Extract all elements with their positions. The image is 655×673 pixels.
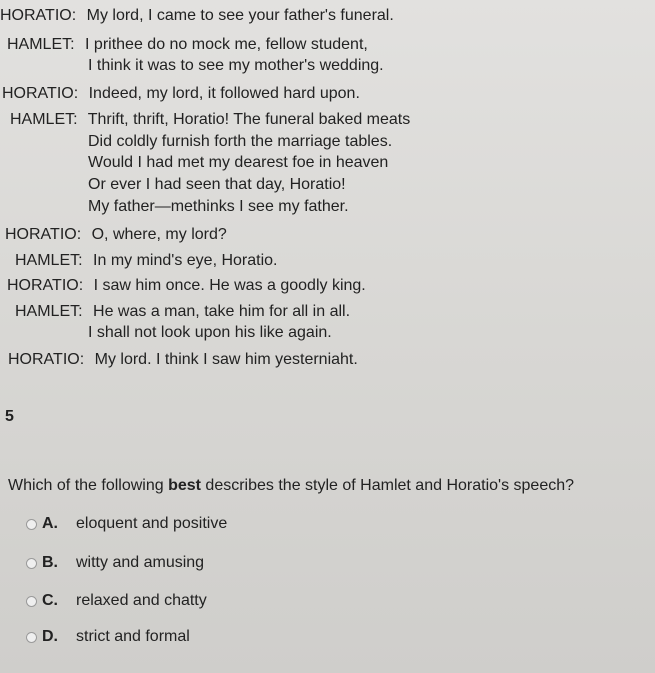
answer-option-b[interactable] — [26, 552, 204, 574]
line-text: Indeed, my lord, it followed hard upon. — [88, 85, 360, 102]
line-text: Thrift, thrift, Horatio! The funeral baked meats — [87, 111, 411, 128]
speaker-label: HORATIO: — [0, 7, 77, 24]
option-letter: C. — [42, 592, 58, 609]
question-emphasis: best — [168, 477, 201, 494]
option-letter: D. — [42, 628, 58, 645]
radio-button[interactable] — [26, 558, 37, 569]
answer-option-a[interactable] — [26, 513, 227, 535]
passage-line — [10, 110, 410, 130]
line-text: My father—methinks I see my father. — [88, 198, 349, 215]
option-letter: B. — [42, 554, 58, 571]
line-text: I prithee do no mock me, fellow student, — [85, 36, 368, 53]
line-text: I saw him once. He was a goodly king. — [93, 277, 366, 294]
passage-line — [88, 153, 388, 173]
line-text: My lord. I think I saw him yesterniaht. — [94, 351, 358, 368]
question-text — [8, 477, 574, 495]
option-text: relaxed and chatty — [76, 592, 207, 609]
speaker-label: HORATIO: — [5, 226, 82, 243]
passage-line — [0, 6, 394, 26]
question-number: 5 — [5, 408, 14, 425]
radio-button[interactable] — [26, 632, 37, 643]
speaker-label: HAMLET: — [10, 111, 78, 128]
question-text-start: Which of the following — [8, 477, 169, 494]
line-text: My lord, I came to see your father's funeral. — [86, 7, 394, 24]
passage-line — [88, 56, 384, 76]
radio-button[interactable] — [26, 596, 37, 607]
answer-option-c[interactable] — [26, 590, 207, 612]
radio-button[interactable] — [26, 519, 37, 530]
passage-line — [2, 84, 360, 104]
speaker-label: HORATIO: — [2, 85, 79, 102]
option-text: strict and formal — [76, 628, 190, 645]
passage-line — [15, 251, 277, 271]
passage-line — [7, 35, 368, 55]
option-text: eloquent and positive — [76, 515, 228, 532]
passage-line — [88, 175, 346, 195]
passage-line — [15, 302, 350, 322]
passage-line — [88, 132, 392, 152]
line-text: Or ever I had seen that day, Horatio! — [88, 176, 346, 193]
line-text: Would I had met my dearest foe in heaven — [88, 154, 389, 171]
passage-line — [8, 350, 358, 370]
passage-line — [88, 197, 349, 217]
question-text-end: describes the style of Hamlet and Horatio's speech? — [200, 477, 575, 494]
passage-line — [5, 225, 227, 245]
option-text: witty and amusing — [76, 554, 205, 571]
answer-option-d[interactable] — [26, 626, 190, 648]
line-text: Did coldly furnish forth the marriage tables. — [88, 133, 393, 150]
speaker-label: HORATIO: — [7, 277, 84, 294]
option-letter: A. — [42, 515, 58, 532]
passage-line — [7, 276, 366, 296]
line-text: In my mind's eye, Horatio. — [93, 252, 278, 269]
line-text: I think it was to see my mother's wedding. — [88, 57, 384, 74]
line-text: I shall not look upon his like again. — [88, 324, 332, 341]
speaker-label: HORATIO: — [8, 351, 85, 368]
speaker-label: HAMLET: — [15, 252, 83, 269]
line-text: O, where, my lord? — [91, 226, 227, 243]
speaker-label: HAMLET: — [7, 36, 75, 53]
line-text: He was a man, take him for all in all. — [93, 303, 351, 320]
speaker-label: HAMLET: — [15, 303, 83, 320]
passage-line — [88, 323, 332, 343]
